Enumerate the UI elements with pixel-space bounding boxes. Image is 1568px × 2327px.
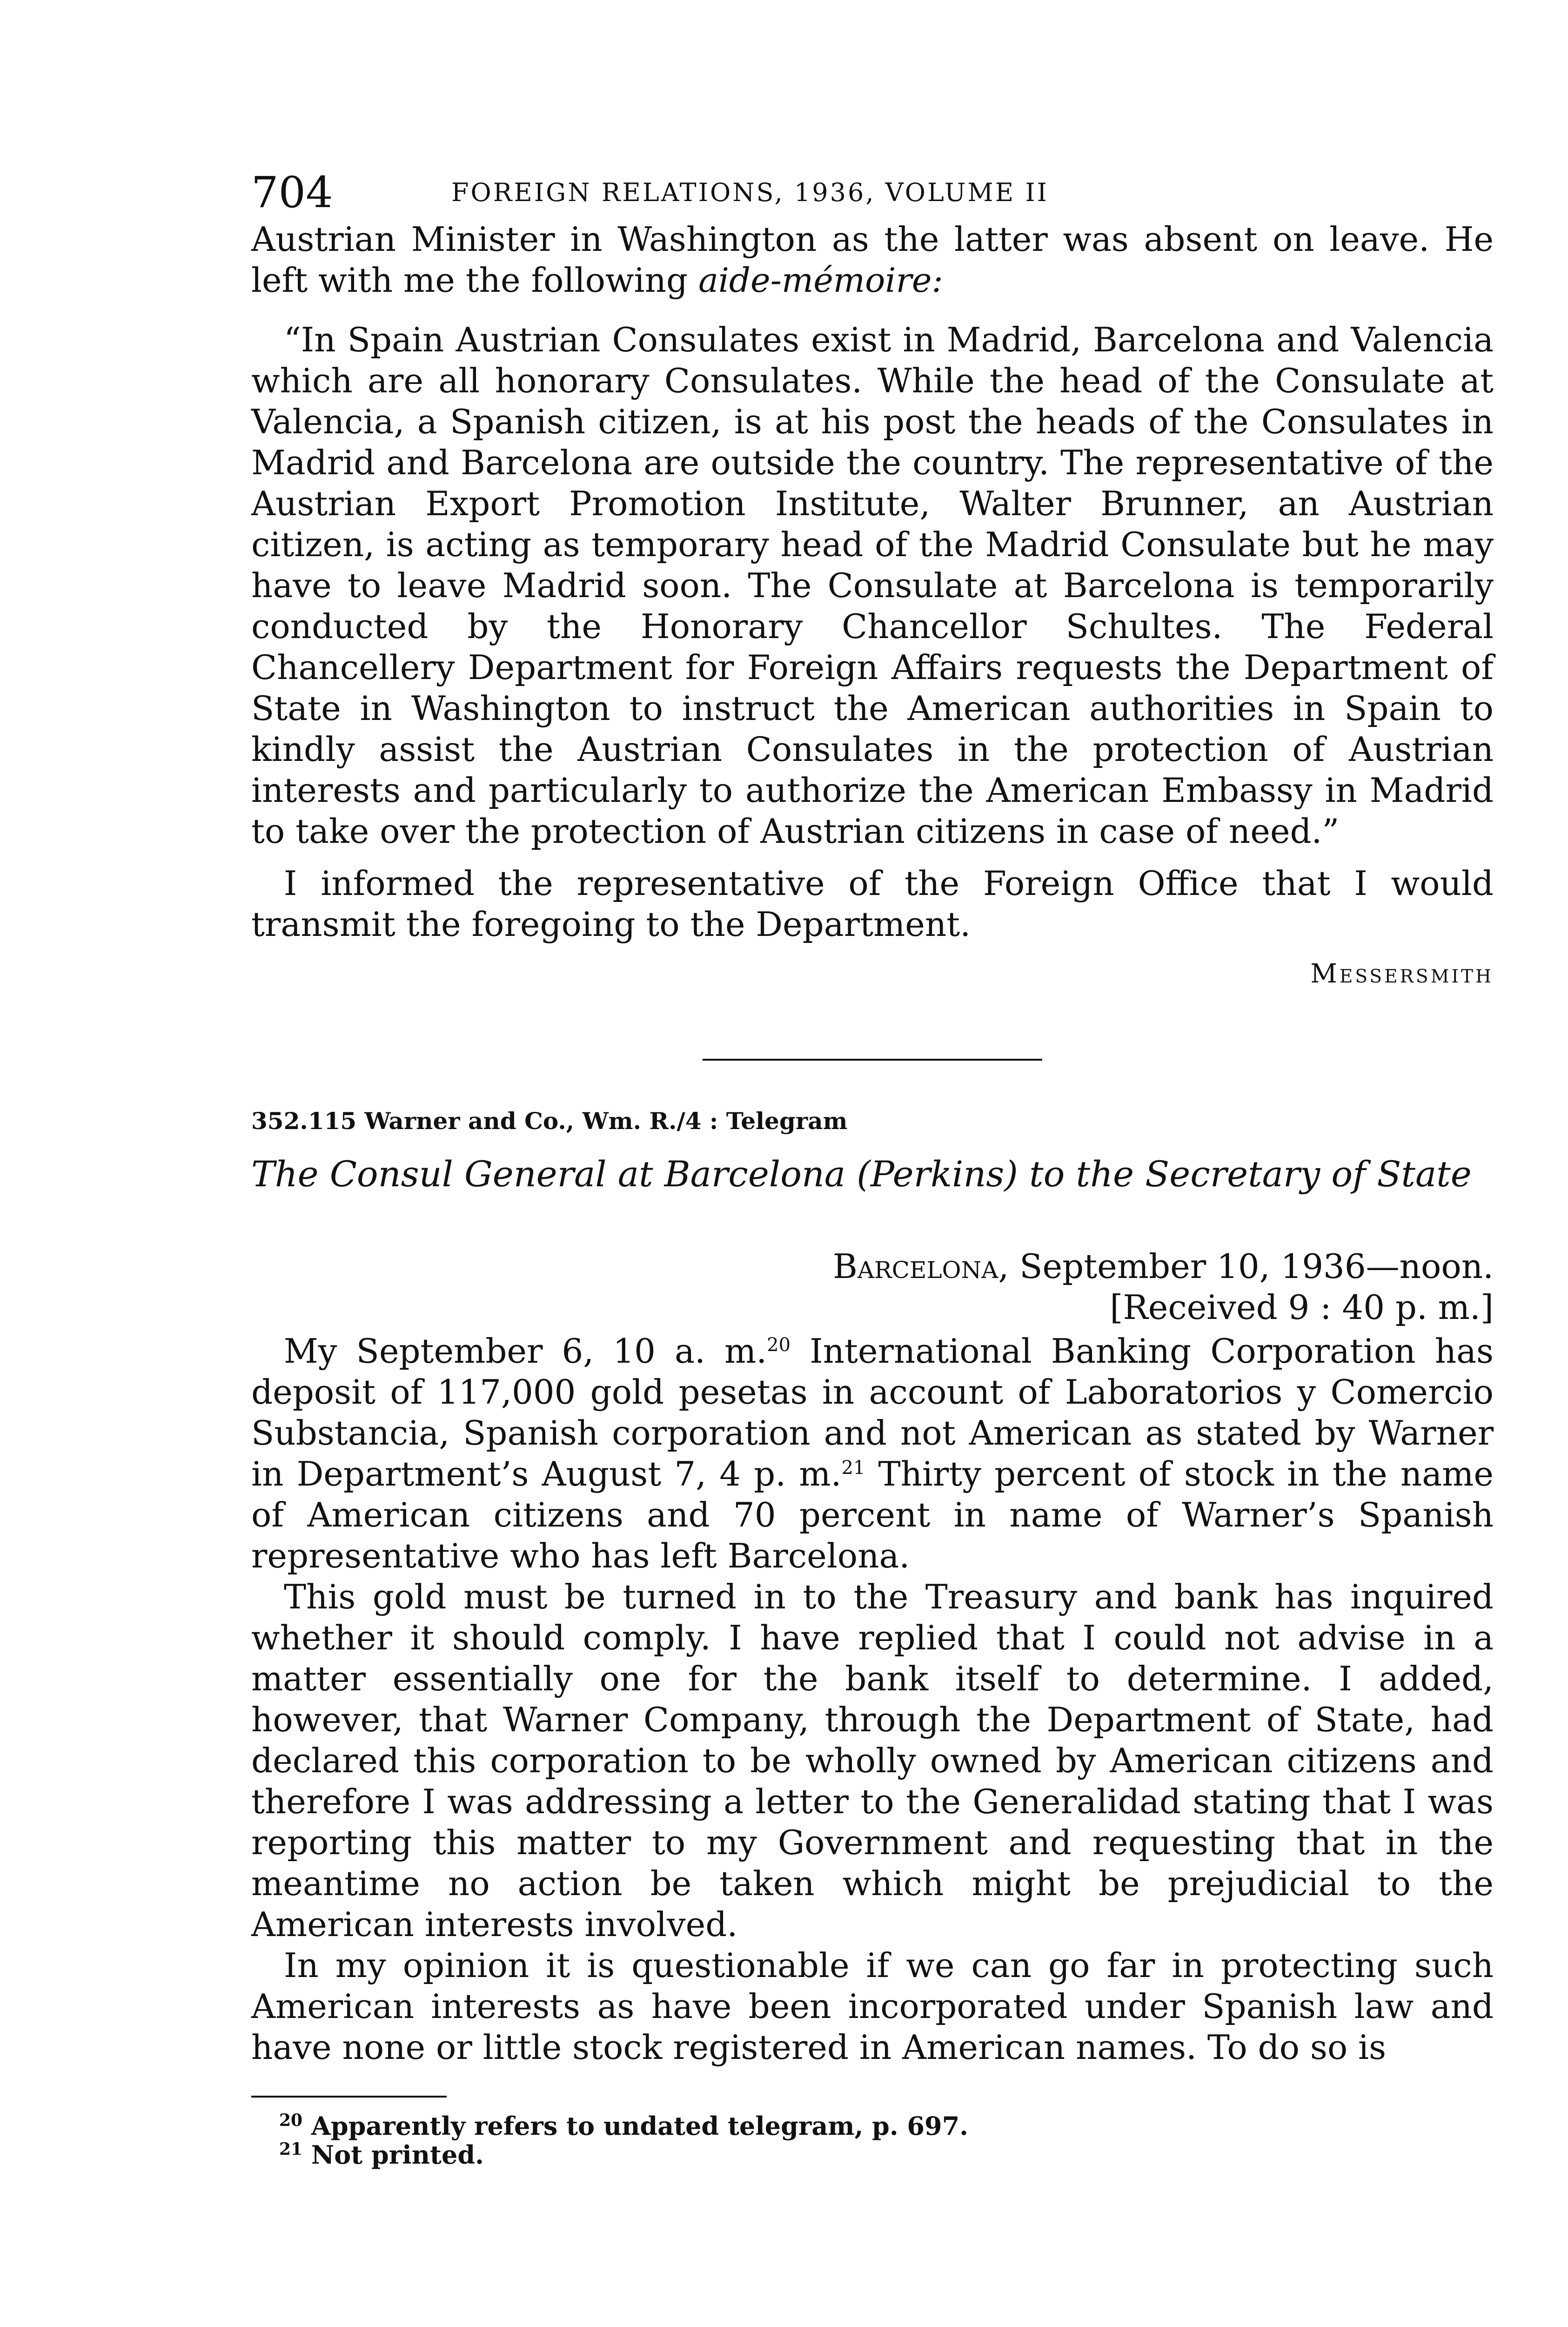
dateline-place: Barcelona, bbox=[832, 1247, 1009, 1286]
intro-italic-term: aide-mémoire: bbox=[698, 261, 943, 300]
section-divider bbox=[703, 1059, 1042, 1061]
document-title: The Consul General at Barcelona (Perkins) to the Secretary of State bbox=[251, 1153, 1472, 1195]
footnote-mark: 21 bbox=[279, 2139, 303, 2159]
signature: Messersmith bbox=[1310, 959, 1494, 989]
footnote-divider bbox=[251, 2096, 447, 2098]
footnotes bbox=[251, 2112, 1494, 2169]
running-head bbox=[251, 168, 1494, 219]
body-p1-c: Thirty percent of stock in the name of American citizens and 70 percent in name of Warner’s Spanish representative who has left Barcelona. bbox=[251, 1454, 1494, 1575]
file-reference: 352.115 Warner and Co., Wm. R./4 : Telegram bbox=[251, 1107, 848, 1135]
closing-paragraph: I informed the representative of the Foreign Office that I would transmit the foregoing to the Department. bbox=[251, 864, 1494, 944]
quote-paragraph: “In Spain Austrian Consulates exist in Madrid, Barcelona and Valencia which are all honorary Consulates. While the head of the Consulate at Valencia, a Spanish citizen, is at his post the heads of the Consulates in Madrid and Barcelona are outside the country. The representative of the Austrian Export Promotion Institute, Walter Brunner, an Austrian citizen, is acting as temporary head of the Madrid Consulate but he may have to leave Madrid soon. The Consulate at Barcelona is temporarily conducted by the Honorary Chancellor Schultes. The Federal Chancellery Department for Foreign Affairs requests the Department of State in Washington to instruct the American authorities in Spain to kindly assist the Austrian Consulates in the protection of Austrian interests and particularly to authorize the American Embassy in Madrid to take over the protection of Austrian citizens in case of need.” bbox=[251, 320, 1494, 851]
document-page bbox=[251, 168, 1494, 2169]
intro-paragraph bbox=[251, 219, 1494, 301]
page-number: 704 bbox=[251, 168, 333, 217]
body-paragraph-2: This gold must be turned in to the Treasury and bank has inquired whether it should comply. I have replied that I could not advise in a matter essentially one for the bank itself to determine. I added, however, that Warner Company, through the Department of State, had declared this corporation to be wholly owned by American citizens and therefore I was addressing a letter to the Generalidad stating that I was reporting this matter to my Government and requesting that in the meantime no action be taken which might be prejudicial to the American interests involved. bbox=[251, 1577, 1494, 1944]
footnote-20 bbox=[279, 2112, 1494, 2140]
footnote-text: Apparently refers to undated telegram, p. 697. bbox=[311, 2111, 968, 2141]
body-p1-a: My September 6, 10 a. m. bbox=[284, 1332, 767, 1371]
body-paragraph-3: In my opinion it is questionable if we can go far in protecting such American interests as have been incorporated under Spanish law and have none or little stock registered in American names. To do so is bbox=[251, 1946, 1494, 2067]
body-p1-b: International Banking Corporation has deposit of 117,000 gold pesetas in account of Laboratorios y Comercio Substancia, Spanish corporation and not American as stated by Warner in Department’s August 7, 4 p. m. bbox=[251, 1332, 1494, 1493]
dateline-date: September 10, 1936—noon. bbox=[1019, 1247, 1494, 1286]
intro-text: Austrian Minister in Washington as the latter was absent on leave. He left with me the following bbox=[251, 220, 1494, 300]
footnote-21 bbox=[279, 2140, 1494, 2169]
received-line: [Received 9 : 40 p. m.] bbox=[1110, 1288, 1494, 1327]
footnote-mark: 20 bbox=[279, 2111, 303, 2130]
aide-memoire-quote bbox=[251, 319, 1494, 852]
footnote-ref-20[interactable]: 20 bbox=[767, 1334, 791, 1356]
running-title: FOREIGN RELATIONS, 1936, VOLUME II bbox=[451, 178, 1049, 207]
dateline bbox=[251, 1246, 1494, 1287]
footnote-text: Not printed. bbox=[311, 2140, 484, 2170]
body-paragraph-1 bbox=[251, 1331, 1494, 1576]
footnote-ref-21[interactable]: 21 bbox=[841, 1457, 865, 1479]
